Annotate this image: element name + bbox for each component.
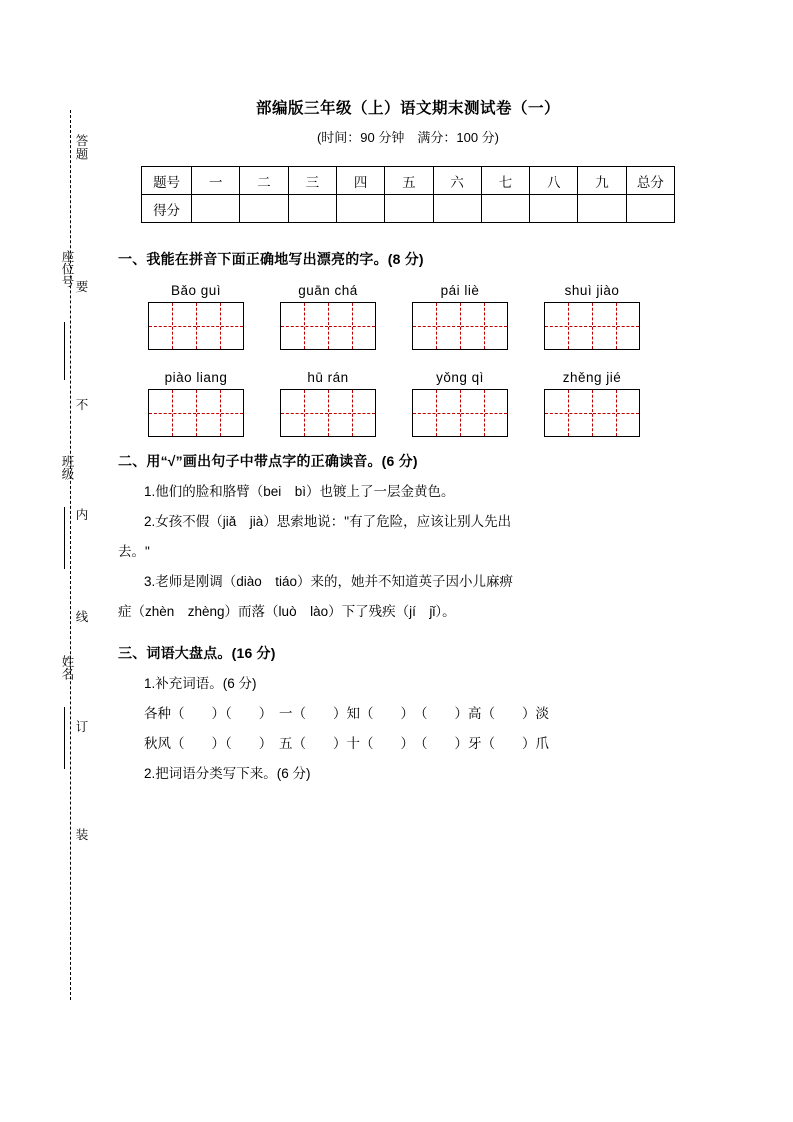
tianzige-cell[interactable] [281, 303, 328, 349]
tianzige-box[interactable] [412, 389, 508, 437]
question-3-heading: 三、词语大盘点。(16 分) [118, 645, 276, 661]
score-cell-6[interactable] [433, 195, 481, 223]
col-2: 二 [240, 167, 288, 195]
seal-text-4: 内 [74, 508, 88, 522]
seal-text-2: 要 [74, 280, 88, 294]
row-label-score: 得分 [142, 195, 192, 223]
pinyin-text: guān chá [298, 283, 358, 298]
test-paper [118, 96, 698, 789]
tianzige-cell[interactable] [592, 390, 639, 436]
score-table [141, 166, 675, 223]
score-cell-total[interactable] [626, 195, 674, 223]
tianzige-cell[interactable] [149, 303, 196, 349]
pinyin-text: Bǎo guì [170, 283, 222, 298]
seal-text-3: 不 [74, 398, 88, 412]
tianzige-box[interactable] [544, 302, 640, 350]
tianzige-cell[interactable] [413, 303, 460, 349]
class-rule [64, 507, 65, 569]
tianzige-box[interactable] [280, 302, 376, 350]
question-3-line-2: 秋风（ ）（ ） 五（ ）十（ ） （ ）牙（ ）爪 [144, 736, 549, 751]
score-cell-9[interactable] [578, 195, 626, 223]
class-label: 班级 [60, 455, 74, 480]
question-3-sub-1: 1.补充词语。(6 分) [144, 676, 257, 691]
score-cell-1[interactable] [192, 195, 240, 223]
col-3: 三 [288, 167, 336, 195]
question-1-row-2 [118, 370, 698, 437]
tianzige-cell[interactable] [281, 390, 328, 436]
col-4: 四 [336, 167, 384, 195]
page-title: 部编版三年级（上）语文期末测试卷（一） [255, 100, 560, 117]
question-1-row-1 [118, 283, 698, 350]
tianzige-cell[interactable] [149, 390, 196, 436]
tianzige-cell[interactable] [196, 390, 243, 436]
score-cell-4[interactable] [336, 195, 384, 223]
tianzige-cell[interactable] [196, 303, 243, 349]
name-rule [64, 707, 65, 769]
pinyin-group-8 [544, 370, 640, 437]
tianzige-cell[interactable] [328, 303, 375, 349]
pinyin-group-5 [148, 370, 244, 437]
score-cell-8[interactable] [530, 195, 578, 223]
tianzige-cell[interactable] [328, 390, 375, 436]
seal-text-6: 订 [74, 720, 88, 734]
question-2-item-1: 1.他们的脸和胳臂（bei bì）也镀上了一层金黄色。 [144, 484, 455, 499]
seal-text-1: 答题 [74, 134, 88, 161]
pinyin-group-2 [280, 283, 376, 350]
question-2-heading: 二、用“√”画出句子中带点字的正确读音。(6 分) [118, 453, 418, 469]
pinyin-group-3 [412, 283, 508, 350]
name-label: 姓名 [60, 655, 74, 680]
pinyin-group-1 [148, 283, 244, 350]
tianzige-box[interactable] [148, 302, 244, 350]
score-cell-5[interactable] [385, 195, 433, 223]
pinyin-text: shuì jiào [564, 283, 620, 298]
pinyin-group-6 [280, 370, 376, 437]
question-2-item-2-cont: 去。" [118, 544, 150, 559]
col-8: 八 [530, 167, 578, 195]
score-cell-7[interactable] [481, 195, 529, 223]
tianzige-cell[interactable] [460, 303, 507, 349]
page-subtitle: (时间：90 分钟 满分：100 分) [316, 130, 500, 145]
seal-text-7: 装 [74, 828, 88, 842]
tianzige-cell[interactable] [545, 390, 592, 436]
col-1: 一 [192, 167, 240, 195]
score-cell-2[interactable] [240, 195, 288, 223]
pinyin-text: piào liang [164, 370, 228, 385]
tianzige-box[interactable] [148, 389, 244, 437]
question-2-item-3-cont: 症（zhèn zhèng）而落（luò lào）下了残疾（jí jǐ）。 [118, 604, 456, 619]
tianzige-cell[interactable] [460, 390, 507, 436]
question-1-heading: 一、我能在拼音下面正确地写出漂亮的字。(8 分) [118, 251, 424, 267]
table-row-header [142, 167, 675, 195]
col-7: 七 [481, 167, 529, 195]
pinyin-group-4 [544, 283, 640, 350]
score-cell-3[interactable] [288, 195, 336, 223]
pinyin-text: zhěng jié [562, 370, 622, 385]
col-6: 六 [433, 167, 481, 195]
tianzige-box[interactable] [544, 389, 640, 437]
question-2-item-3: 3.老师是刚调（diào tiáo）来的，她并不知道英子因小儿麻痹 [144, 574, 514, 589]
col-5: 五 [385, 167, 433, 195]
tianzige-cell[interactable] [545, 303, 592, 349]
seat-number-label: 座位号 [60, 250, 74, 288]
tianzige-cell[interactable] [413, 390, 460, 436]
col-total: 总分 [626, 167, 674, 195]
pinyin-text: hū rán [307, 370, 349, 385]
pinyin-text: yǒng qì [436, 370, 484, 385]
tianzige-box[interactable] [412, 302, 508, 350]
pinyin-text: pái liè [440, 283, 480, 298]
tianzige-cell[interactable] [592, 303, 639, 349]
col-9: 九 [578, 167, 626, 195]
question-3-line-1: 各种（ ）（ ） 一（ ）知（ ） （ ）高（ ）淡 [144, 706, 549, 721]
row-label-question-number: 题号 [142, 167, 192, 195]
tianzige-box[interactable] [280, 389, 376, 437]
question-2-item-2: 2.女孩不假（jiǎ jià）思索地说："有了危险，应该让别人先出 [144, 514, 512, 529]
table-row-score [142, 195, 675, 223]
question-3-sub-2: 2.把词语分类写下来。(6 分) [144, 766, 311, 781]
pinyin-group-7 [412, 370, 508, 437]
seat-number-rule [64, 322, 65, 380]
seal-text-5: 线 [74, 610, 88, 624]
